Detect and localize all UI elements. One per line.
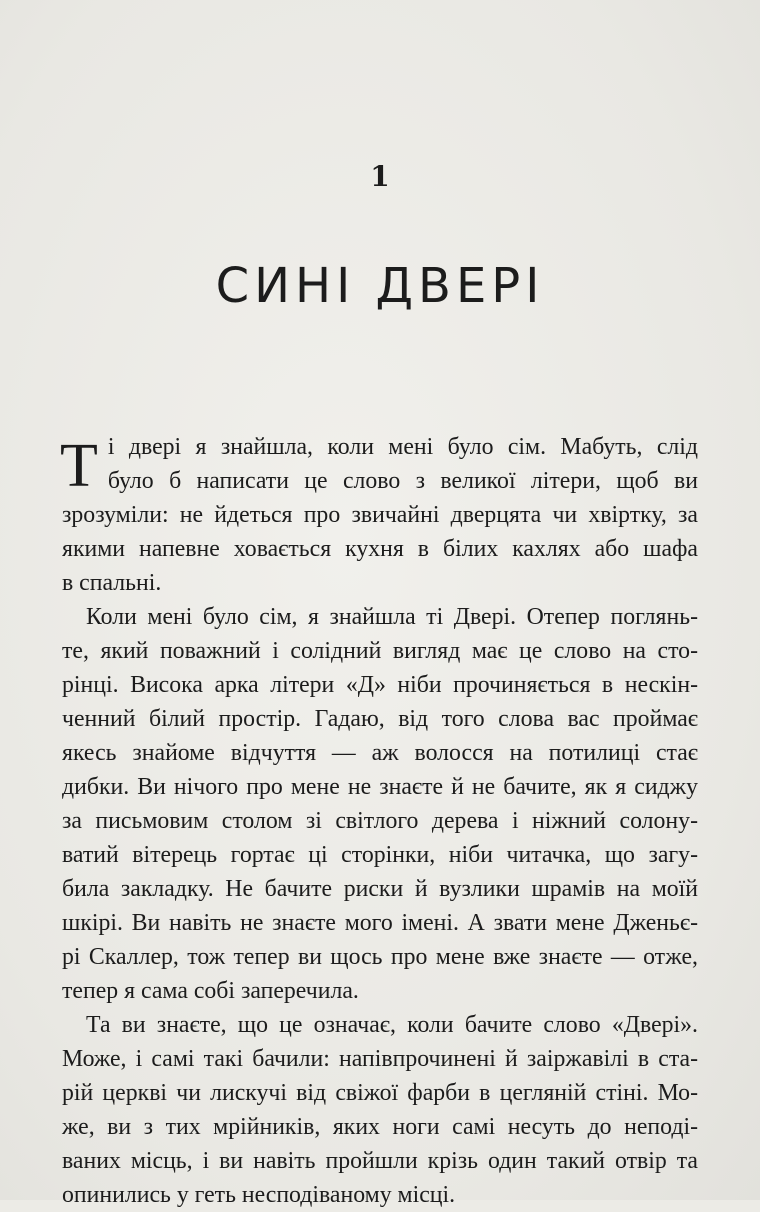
text-line: і двері я знайшла, коли мені було сім. Мабуть, слід xyxy=(107,434,698,460)
text-line: шкірі. Ви навіть не знаєте мого імені. А звати мене Дженьє- xyxy=(62,910,698,936)
text-line: те, який поважний і солідний вигляд має це слово на сто- xyxy=(62,638,698,664)
text-line: якесь знайоме відчуття — аж волосся на потилиці стає xyxy=(62,740,698,766)
text-line: ваних місць, і ви навіть пройшли крізь один такий отвір та xyxy=(62,1148,698,1174)
chapter-number: 1 xyxy=(370,160,390,193)
text-line: дибки. Ви нічого про мене не знаєте й не бачите, як я сиджу xyxy=(62,774,698,800)
text-line: за письмовим столом зі світлого дерева і ніжний солону- xyxy=(62,808,698,834)
text-line: зрозуміли: не йдеться про звичайні дверцята чи хвіртку, за xyxy=(62,502,698,528)
text-line: Може, і самі такі бачили: напівпрочинені й заіржавілі в ста- xyxy=(62,1046,698,1072)
text-line: била закладку. Не бачите риски й вузлики шрамів на моїй xyxy=(62,876,698,902)
text-line: в спальні. xyxy=(62,570,162,596)
text-line: же, ви з тих мрійників, яких ноги самі несуть до неподі- xyxy=(62,1114,698,1140)
text-line: якими напевне ховається кухня в білих кахлях або шафа xyxy=(62,536,698,562)
text-line: опинились у геть несподіваному місці. xyxy=(62,1182,456,1208)
text-line: Та ви знаєте, що це означає, коли бачите слово «Двері». xyxy=(86,1012,698,1038)
text-line: ватий вітерець гортає ці сторінки, ніби читачка, що загу- xyxy=(62,842,698,868)
text-line: рій церкві чи лискучі від свіжої фарби в цегляній стіні. Мо- xyxy=(62,1080,698,1106)
paragraph-1 xyxy=(62,430,698,600)
paragraph-2 xyxy=(62,600,698,1008)
paragraph-3 xyxy=(62,1008,698,1212)
text-line: тепер я сама собі заперечила. xyxy=(62,978,359,1004)
drop-cap: Т xyxy=(60,432,98,500)
text-line: Коли мені було сім, я знайшла ті Двері. Отепер поглянь- xyxy=(86,604,698,630)
chapter-body xyxy=(62,430,698,1212)
text-line: рінці. Висока арка літери «Д» ніби прочиняється в нескін- xyxy=(62,672,698,698)
text-line: рі Скаллер, тож тепер ви щось про мене вже знаєте — отже, xyxy=(62,944,698,970)
text-line: було б написати це слово з великої літери, щоб ви xyxy=(107,468,698,494)
text-line: ченний білий простір. Гадаю, від того слова вас проймає xyxy=(62,706,698,732)
chapter-title: СИНІ ДВЕРІ xyxy=(215,258,545,314)
